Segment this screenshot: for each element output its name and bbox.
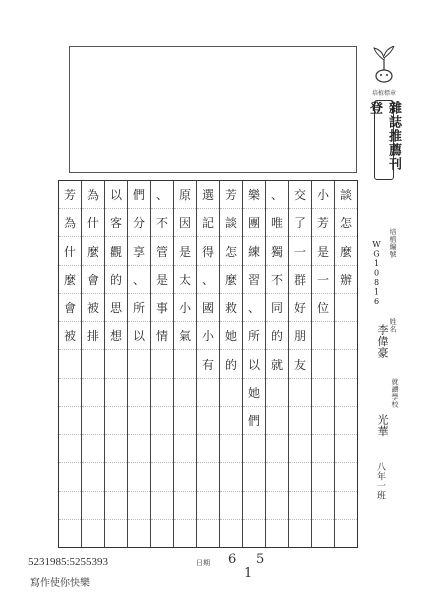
grid-cell: 以 [105,181,127,209]
grid-column [173,181,196,547]
grid-cell: 因 [174,209,196,237]
grid-cell [174,520,196,547]
grid-cell [335,492,357,520]
grid-cell [220,407,242,435]
grid-cell [335,322,357,350]
grid-cell [266,407,288,435]
grid-cell: 辦 [335,266,357,294]
grid-cell: 有 [197,350,219,378]
grid-cell [220,435,242,463]
grid-cell [312,520,334,547]
grid-cell: 友 [289,350,311,378]
grid-cell: 情 [151,322,173,350]
name-label: 姓名 [389,318,397,333]
grid-cell [335,350,357,378]
grid-cell [312,463,334,491]
grid-cell [128,463,150,491]
grid-column [311,181,334,547]
award-sidebar [366,46,402,186]
grid-cell: 麼 [59,266,81,294]
grid-cell [312,492,334,520]
grid-cell [59,379,81,407]
grade-value: 八年一班 [375,462,385,500]
grid-cell [59,520,81,547]
grid-cell: 麼 [335,237,357,265]
grid-cell [289,520,311,547]
grid-cell: 團 [243,209,265,237]
grid-cell [335,520,357,547]
grid-cell: 什 [82,209,104,237]
grid-cell [289,407,311,435]
grid-cell [59,463,81,491]
grid-cell [289,435,311,463]
grid-cell [312,435,334,463]
grid-cell: 思 [105,294,127,322]
grid-cell: 以 [243,350,265,378]
grid-cell: 小 [312,181,334,209]
grid-cell [151,492,173,520]
grid-cell: 們 [128,181,150,209]
grid-cell: 就 [266,350,288,378]
grid-cell [220,463,242,491]
grid-cell: 芳 [312,209,334,237]
grid-cell [335,294,357,322]
grid-cell [82,520,104,547]
grid-column [265,181,288,547]
grid-cell [151,520,173,547]
grid-column [127,181,150,547]
grid-cell [105,520,127,547]
grid-cell [128,379,150,407]
grid-cell [174,350,196,378]
grid-cell [289,492,311,520]
mascot-caption: 培植標章 [371,90,396,97]
grid-cell: 被 [59,322,81,350]
grid-cell: 氣 [174,322,196,350]
grid-cell: 好 [289,294,311,322]
grid-cell [151,379,173,407]
grid-cell [335,407,357,435]
grid-cell: 不 [266,266,288,294]
grid-cell [151,435,173,463]
grid-cell: 國 [197,294,219,322]
grid-cell: 原 [174,181,196,209]
grid-cell: 分 [128,209,150,237]
grid-cell: 習 [243,266,265,294]
grid-cell: 為 [59,209,81,237]
grid-cell [220,492,242,520]
grid-cell: 麼 [82,237,104,265]
grid-cell: 得 [197,237,219,265]
grid-cell: 是 [151,266,173,294]
grid-cell [312,322,334,350]
grid-cell: 排 [82,322,104,350]
grid-cell [220,520,242,547]
grid-cell [105,379,127,407]
grid-cell: 她 [220,322,242,350]
recommend-badge: 雜誌推薦刊登 [374,100,394,180]
grid-cell [105,407,127,435]
grid-cell: 小 [174,294,196,322]
grid-column [242,181,265,547]
grid-cell: 的 [220,350,242,378]
grid-cell [128,407,150,435]
slogan: 寫作使你快樂 [30,578,90,589]
grid-cell [174,463,196,491]
grid-cell [197,435,219,463]
grid-cell [243,435,265,463]
grid-cell [197,407,219,435]
grid-cell [82,463,104,491]
grid-cell [151,350,173,378]
grid-cell: 為 [82,181,104,209]
grid-cell [82,350,104,378]
grid-cell [105,463,127,491]
grid-cell [243,492,265,520]
grid-column [219,181,242,547]
grid-cell [335,379,357,407]
grid-column [288,181,311,547]
grid-cell: 以 [128,322,150,350]
grid-cell: 事 [151,294,173,322]
grid-cell: 所 [128,294,150,322]
grid-cell [197,379,219,407]
grid-cell: 被 [82,294,104,322]
grid-cell: 記 [197,209,219,237]
grid-cell [197,492,219,520]
grid-cell [312,407,334,435]
grid-cell [335,463,357,491]
grid-cell [266,492,288,520]
student-info [366,228,406,548]
grid-cell: 的 [105,266,127,294]
grid-cell [59,435,81,463]
grid-cell: 是 [174,237,196,265]
grid-cell [105,492,127,520]
grid-column [59,181,81,547]
date-label: 日期 [196,559,210,567]
grid-cell: 會 [82,266,104,294]
writing-grid [58,180,358,548]
grid-cell: 交 [289,181,311,209]
grid-cell [128,520,150,547]
grid-cell [59,492,81,520]
grid-cell: 了 [289,209,311,237]
grid-column [196,181,219,547]
grid-cell: 觀 [105,237,127,265]
grid-cell [174,407,196,435]
grid-cell: 練 [243,237,265,265]
grid-cell [243,463,265,491]
grid-cell [312,379,334,407]
grid-cell [312,350,334,378]
grid-column [150,181,173,547]
grid-cell: 所 [243,322,265,350]
name-value: 李偉豪 [376,324,389,359]
school-value: 光華 [376,414,389,437]
grid-cell [82,492,104,520]
grid-cell: 麼 [220,266,242,294]
teacher-comment-box [69,46,357,173]
grid-cell: 一 [289,237,311,265]
grid-cell: 朋 [289,322,311,350]
grid-cell: 管 [151,237,173,265]
grid-cell [220,379,242,407]
grid-cell: 享 [128,237,150,265]
date-day: 5 [256,552,265,567]
grid-cell [128,492,150,520]
grid-cell [289,379,311,407]
grid-column [104,181,127,547]
grid-cell [335,435,357,463]
grid-cell [197,463,219,491]
grid-cell: 的 [266,322,288,350]
grid-cell: 唯 [266,209,288,237]
grid-cell: 、 [197,266,219,294]
grid-cell: 同 [266,294,288,322]
grid-cell: 位 [312,294,334,322]
page-number: 1 [244,566,253,581]
grid-cell: 、 [266,181,288,209]
grid-cell [128,350,150,378]
grid-cell [151,407,173,435]
grid-column [334,181,357,547]
grid-cell: 客 [105,209,127,237]
grid-cell: 太 [174,266,196,294]
grid-cell [105,435,127,463]
grid-cell [59,407,81,435]
grid-cell: 是 [312,237,334,265]
grid-cell: 想 [105,322,127,350]
grid-cell: 怎 [335,209,357,237]
date-month: 6 [228,552,237,567]
grid-cell: 們 [243,407,265,435]
code-value: WG10816 [372,240,381,307]
grid-cell [266,379,288,407]
date-row [196,552,360,581]
grid-cell [82,407,104,435]
grid-cell: 樂 [243,181,265,209]
contact-phones: 5231985:5255393 [28,556,109,568]
grid-column [81,181,104,547]
mascot-plant-icon [370,46,398,84]
grid-cell [82,435,104,463]
grid-cell [266,520,288,547]
grid-cell [174,492,196,520]
grid-cell [289,463,311,491]
grid-cell [82,379,104,407]
grid-cell: 群 [289,266,311,294]
grid-cell [59,350,81,378]
school-label: 就讀學校 [391,378,399,408]
grid-cell [243,520,265,547]
grid-cell: 選 [197,181,219,209]
code-label: 培植編號 [389,228,397,258]
grid-cell: 、 [128,266,150,294]
grid-cell [151,463,173,491]
grid-cell: 獨 [266,237,288,265]
grid-cell: 芳 [220,181,242,209]
grid-cell [174,379,196,407]
grid-cell: 一 [312,266,334,294]
grid-cell: 談 [335,181,357,209]
grid-cell: 不 [151,209,173,237]
grid-cell [174,435,196,463]
grid-cell [128,435,150,463]
grid-cell: 什 [59,237,81,265]
grid-cell [197,520,219,547]
grid-cell: 、 [151,181,173,209]
grid-cell: 會 [59,294,81,322]
grid-cell: 小 [197,322,219,350]
grid-cell: 芳 [59,181,81,209]
grid-cell: 談 [220,209,242,237]
grid-cell: 、 [243,294,265,322]
grid-cell [105,350,127,378]
grid-cell: 她 [243,379,265,407]
grid-cell: 怎 [220,237,242,265]
grid-cell: 救 [220,294,242,322]
grid-cell [266,435,288,463]
grid-cell [266,463,288,491]
